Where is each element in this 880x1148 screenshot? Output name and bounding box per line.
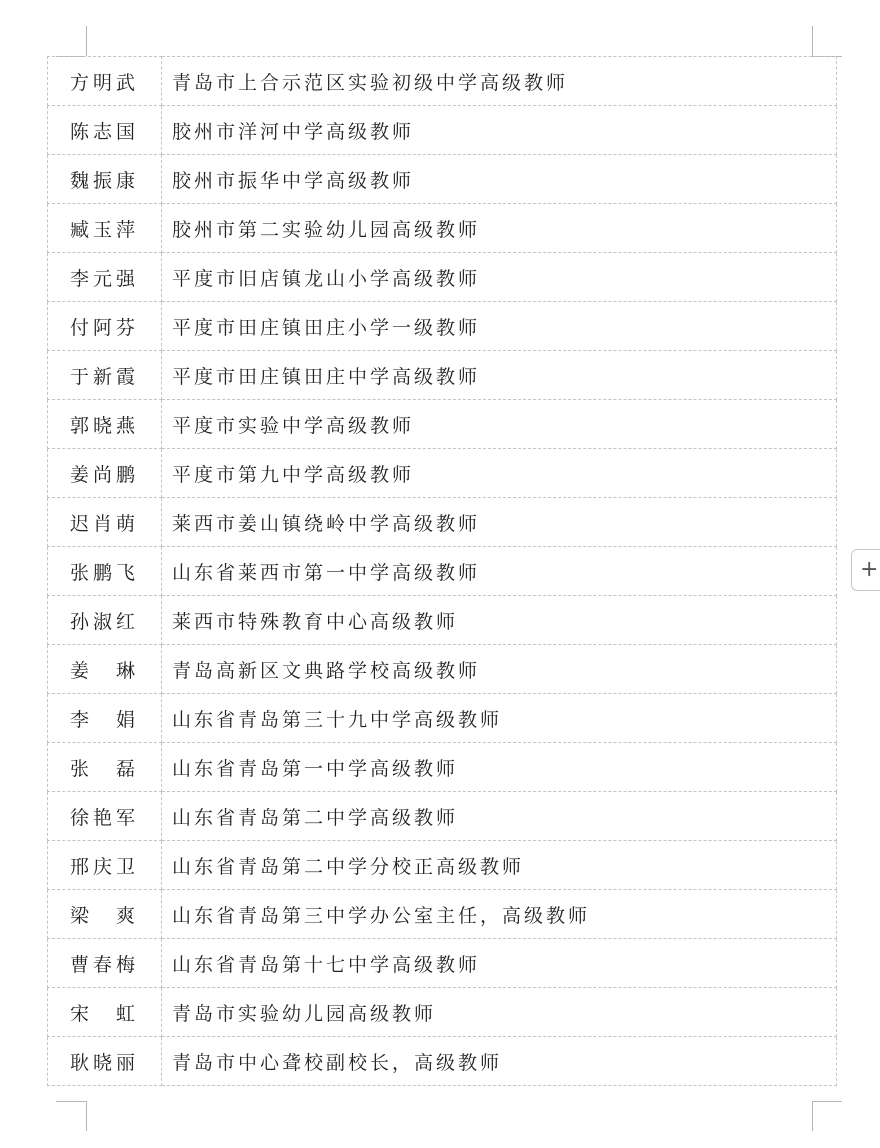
table-row — [48, 155, 837, 204]
teacher-name-cell[interactable]: 宋 虹 — [48, 988, 162, 1037]
teacher-name-cell[interactable]: 陈志国 — [48, 106, 162, 155]
teacher-position-cell[interactable]: 山东省青岛第二中学分校正高级教师 — [162, 841, 837, 890]
teacher-name-cell[interactable]: 付阿芬 — [48, 302, 162, 351]
table-row — [48, 57, 837, 106]
teacher-name-cell[interactable]: 方明武 — [48, 57, 162, 106]
teacher-name-cell[interactable]: 耿晓丽 — [48, 1037, 162, 1086]
table-row — [48, 939, 837, 988]
teacher-name-cell[interactable]: 姜尚鹏 — [48, 449, 162, 498]
teacher-position-cell[interactable]: 胶州市洋河中学高级教师 — [162, 106, 837, 155]
teacher-position-cell[interactable]: 山东省莱西市第一中学高级教师 — [162, 547, 837, 596]
teacher-position-cell[interactable]: 莱西市特殊教育中心高级教师 — [162, 596, 837, 645]
table-row — [48, 498, 837, 547]
table-row — [48, 547, 837, 596]
teacher-table-body — [48, 57, 837, 1086]
teacher-position-cell[interactable]: 平度市田庄镇田庄中学高级教师 — [162, 351, 837, 400]
table-row — [48, 596, 837, 645]
teacher-table — [47, 56, 837, 1086]
teacher-position-cell[interactable]: 胶州市振华中学高级教师 — [162, 155, 837, 204]
teacher-name-cell[interactable]: 郭晓燕 — [48, 400, 162, 449]
teacher-position-cell[interactable]: 山东省青岛第三十九中学高级教师 — [162, 694, 837, 743]
teacher-position-cell[interactable]: 平度市旧店镇龙山小学高级教师 — [162, 253, 837, 302]
teacher-name-cell[interactable]: 徐艳军 — [48, 792, 162, 841]
table-row — [48, 988, 837, 1037]
teacher-position-cell[interactable]: 青岛市上合示范区实验初级中学高级教师 — [162, 57, 837, 106]
teacher-position-cell[interactable]: 青岛市实验幼儿园高级教师 — [162, 988, 837, 1037]
teacher-position-cell[interactable]: 山东省青岛第三中学办公室主任，高级教师 — [162, 890, 837, 939]
teacher-name-cell[interactable]: 邢庆卫 — [48, 841, 162, 890]
table-row — [48, 253, 837, 302]
teacher-position-cell[interactable]: 莱西市姜山镇绕岭中学高级教师 — [162, 498, 837, 547]
table-row — [48, 743, 837, 792]
table-row — [48, 841, 837, 890]
table-row — [48, 351, 837, 400]
table-row — [48, 302, 837, 351]
teacher-name-cell[interactable]: 李元强 — [48, 253, 162, 302]
teacher-name-cell[interactable]: 迟肖萌 — [48, 498, 162, 547]
teacher-position-cell[interactable]: 胶州市第二实验幼儿园高级教师 — [162, 204, 837, 253]
table-row — [48, 400, 837, 449]
table-row — [48, 106, 837, 155]
table-row — [48, 890, 837, 939]
teacher-name-cell[interactable]: 姜 琳 — [48, 645, 162, 694]
teacher-name-cell[interactable]: 张 磊 — [48, 743, 162, 792]
table-row — [48, 449, 837, 498]
teacher-position-cell[interactable]: 平度市第九中学高级教师 — [162, 449, 837, 498]
teacher-name-cell[interactable]: 魏振康 — [48, 155, 162, 204]
teacher-position-cell[interactable]: 青岛高新区文典路学校高级教师 — [162, 645, 837, 694]
teacher-name-cell[interactable]: 李 娟 — [48, 694, 162, 743]
teacher-name-cell[interactable]: 于新霞 — [48, 351, 162, 400]
table-row — [48, 1037, 837, 1086]
teacher-position-cell[interactable]: 青岛市中心聋校副校长，高级教师 — [162, 1037, 837, 1086]
teacher-name-cell[interactable]: 曹春梅 — [48, 939, 162, 988]
add-row-button[interactable]: + — [851, 549, 880, 591]
table-row — [48, 694, 837, 743]
teacher-name-cell[interactable]: 孙淑红 — [48, 596, 162, 645]
teacher-position-cell[interactable]: 山东省青岛第二中学高级教师 — [162, 792, 837, 841]
teacher-name-cell[interactable]: 臧玉萍 — [48, 204, 162, 253]
teacher-position-cell[interactable]: 山东省青岛第一中学高级教师 — [162, 743, 837, 792]
table-row — [48, 645, 837, 694]
teacher-position-cell[interactable]: 平度市田庄镇田庄小学一级教师 — [162, 302, 837, 351]
table-row — [48, 204, 837, 253]
teacher-name-cell[interactable]: 梁 爽 — [48, 890, 162, 939]
teacher-position-cell[interactable]: 平度市实验中学高级教师 — [162, 400, 837, 449]
teacher-position-cell[interactable]: 山东省青岛第十七中学高级教师 — [162, 939, 837, 988]
table-row — [48, 792, 837, 841]
teacher-name-cell[interactable]: 张鹏飞 — [48, 547, 162, 596]
